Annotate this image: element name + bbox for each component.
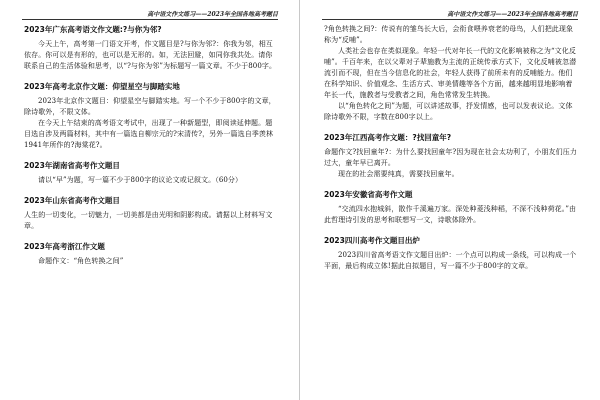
section-paragraph: 现在的社会需要纯真，需要找回童年。 bbox=[338, 170, 459, 178]
essay-section bbox=[24, 160, 278, 186]
essay-section bbox=[24, 195, 278, 232]
essay-section bbox=[24, 24, 278, 72]
section-heading: 2023年江西高考作文题：?找回童年? bbox=[324, 133, 452, 142]
section-paragraph: 命题作文：“角色转换之间” bbox=[38, 257, 124, 265]
section-heading: 2023年湖南省高考作文题目 bbox=[24, 161, 120, 170]
section-paragraph: 在今天上午结束的高考语文考试中，出现了一种新题型，即阅读延伸题。题目选自涉及两篇材料，其中有一篇选自柳宗元的?宋清传?，另外一篇选自季羡林1941年所作的?海棠花?。 bbox=[24, 119, 274, 149]
section-heading: 2023年安徽省高考作文题 bbox=[324, 190, 413, 199]
essay-section bbox=[324, 24, 578, 123]
section-paragraph: 命题作文?找回童年?：为什么要找回童年?因为现在社会太功利了，小朋友们压力过大，童年早已离开。 bbox=[324, 148, 577, 167]
section-paragraph: “交流四水抱城斜，散作千溪遍万家。深处种菱浅种稻，不深不浅种荷花。”由此哲理诗引发的思考和联想写一文，诗歌体除外。 bbox=[324, 205, 577, 224]
section-heading: 2023年广东高考语文作文题:?与你为邻? bbox=[24, 25, 162, 34]
header-rule bbox=[322, 19, 578, 20]
section-paragraph: 人生的一切变化，一切魅力，一切美都是由光明和阴影构成。请据以上材料写文章。 bbox=[24, 211, 273, 230]
section-paragraph: 请以“早”为题，写一篇不少于800字的议论文或记叙文。（60分） bbox=[38, 176, 243, 184]
essay-section bbox=[324, 132, 578, 180]
section-paragraph: 今天上午，高考第一门语文开考，作文题目是?与你为邻?：你我为邻，相互依存。你可以是有形的，也可以是无形的。如，无法回避，如同你我共处。请你联系自己的生活体验和思考，以“?与你为邻”为标题写一篇文章。不少于800字。 bbox=[24, 40, 277, 70]
section-heading: 2023年高考北京作文题：仰望星空与脚踏实地 bbox=[24, 82, 180, 91]
essay-section bbox=[24, 241, 278, 267]
essay-section bbox=[324, 189, 578, 226]
section-paragraph: 以“角色转化之间”为题，可以讲述故事，抒发情感，也可以发表议论。文体除诗歌外不限，字数在800字以上。 bbox=[324, 102, 573, 121]
section-paragraph: 人类社会也存在类似现象。年轻一代对年长一代的文化影响被称之为“文化反哺”。千百年来，在以父辈对子辈施教为主流的正统传承方式下，文化反哺被忽潜流引而不现，但在当今信息化的社会，年轻人获得了前所未有的反哺能力。他们在科学知识、价值观念、生活方式、审美情趣等各个方面，越来越明显地影响着年长一代，施教者与受教者之间，角色常常发生转换。 bbox=[324, 47, 577, 99]
right-page-content bbox=[324, 24, 578, 281]
left-page-content bbox=[24, 24, 278, 276]
section-paragraph: ?角色转换之间?：传说有的雏鸟长大后，会衔食喂养衰老的母鸟，人们把此现象称为“反哺”。 bbox=[324, 25, 574, 44]
essay-section bbox=[324, 235, 578, 272]
section-heading: 2023年山东省高考作文题目 bbox=[24, 196, 120, 205]
section-paragraph: 2023四川省高考语文作文题目出炉：一个点可以构成一条线，可以构成一个平面，最后构成立体!据此自拟题目，写一篇不少于800字的文章。 bbox=[324, 251, 577, 270]
right-page bbox=[300, 0, 600, 400]
page-header: 高中语文作文练习——2023年全国各地高考题目 bbox=[147, 11, 278, 18]
section-heading: 2023四川高考作文题目出炉 bbox=[324, 236, 420, 245]
section-paragraph: 2023年北京作文题目：仰望星空与脚踏实地。写一个不少于800字的文章，除诗歌外，不限文体。 bbox=[24, 97, 276, 116]
section-heading: 2023年高考浙江作文题 bbox=[24, 242, 105, 251]
page-header: 高中语文作文练习——2023年全国各地高考题目 bbox=[447, 11, 578, 18]
header-rule bbox=[22, 19, 278, 20]
essay-section bbox=[24, 81, 278, 151]
